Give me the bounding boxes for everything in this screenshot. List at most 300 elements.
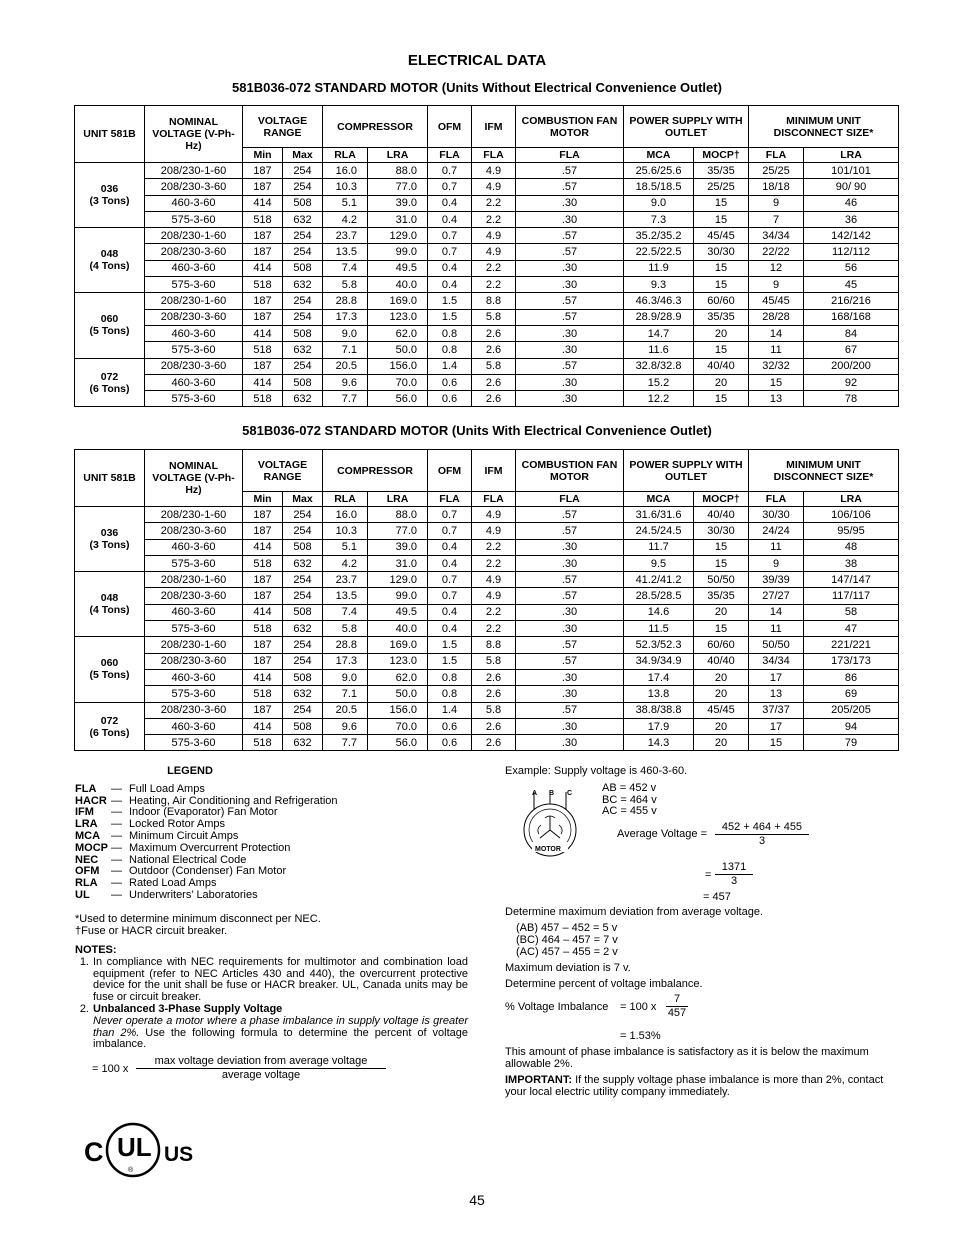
deviation-bc: (BC) 464 – 457 = 7 v (516, 934, 618, 946)
table-cell: 17.3 (323, 309, 368, 325)
table-cell: 147/147 (804, 572, 899, 588)
table-cell: 30/30 (694, 523, 749, 539)
unit-model: 072 (100, 714, 119, 727)
table-cell: 129.0 (368, 572, 428, 588)
table-row (75, 179, 899, 195)
note-1-text: In compliance with NEC requirements for multimotor and combination load equipment (refer to NEC Articles 430 and 440), the overcurrent protective device for the unit shall be fuse or HACR breaker. UL, Canada units may be fuse or circuit breaker. (93, 955, 468, 1004)
table-cell: 508 (283, 195, 323, 211)
header-7: POWER SUPPLY WITH OUTLET (624, 106, 749, 148)
table-cell: 35/35 (694, 588, 749, 604)
table-cell: 4.9 (472, 244, 516, 260)
table-cell: .57 (516, 637, 624, 653)
header-4: OFM (428, 106, 472, 148)
table-cell: 14.3 (624, 735, 694, 751)
table-row (75, 391, 899, 407)
table-cell: 25/25 (749, 163, 804, 179)
table-cell: 5.1 (323, 195, 368, 211)
table-cell: 2.6 (472, 735, 516, 751)
subheader-10: LRA (804, 492, 899, 507)
table-cell: 208/230-3-60 (145, 588, 243, 604)
table-cell: 4.9 (472, 523, 516, 539)
table-cell: 17.4 (624, 669, 694, 685)
table-cell: 5.1 (323, 539, 368, 555)
unit-cell (75, 507, 145, 572)
table-cell: 15 (749, 735, 804, 751)
deviation-ab: (AB) 457 – 452 = 5 v (516, 922, 618, 934)
table-cell: 632 (283, 555, 323, 571)
table-cell: .30 (516, 669, 624, 685)
table-cell: 60/60 (694, 293, 749, 309)
unit-tons: (6 Tons) (89, 726, 130, 739)
table-row (75, 572, 899, 588)
table-cell: 50.0 (368, 686, 428, 702)
table-cell: 9.0 (323, 669, 368, 685)
table-row (75, 163, 899, 179)
table-cell: 13 (749, 391, 804, 407)
table-cell: 9 (749, 277, 804, 293)
table-cell: 208/230-1-60 (145, 507, 243, 523)
table-cell: 575-3-60 (145, 342, 243, 358)
header-8: MINIMUM UNIT DISCONNECT SIZE* (749, 450, 899, 492)
table-cell: 0.4 (428, 604, 472, 620)
formula-numerator: max voltage deviation from average voltage (136, 1055, 386, 1069)
table-cell: 2.6 (472, 374, 516, 390)
table-cell: 2.6 (472, 325, 516, 341)
table-cell: 0.7 (428, 507, 472, 523)
table-cell: 5.8 (472, 702, 516, 718)
table-cell: 7.3 (624, 211, 694, 227)
table-cell: .57 (516, 228, 624, 244)
table-cell: .30 (516, 604, 624, 620)
table-row (75, 293, 899, 309)
legend-text: Locked Rotor Amps (129, 818, 225, 831)
table-cell: 15 (694, 342, 749, 358)
table-cell: 94 (804, 718, 899, 734)
table-cell: 15 (694, 211, 749, 227)
table-cell: 518 (243, 342, 283, 358)
table-cell: 13.5 (323, 244, 368, 260)
table-cell: 254 (283, 309, 323, 325)
table-cell: 2.2 (472, 260, 516, 276)
table-cell: 208/230-1-60 (145, 228, 243, 244)
formula-denominator: average voltage (221, 1069, 301, 1081)
table-cell: .57 (516, 653, 624, 669)
table-cell: 23.7 (323, 572, 368, 588)
deviation-ac: (AC) 457 – 455 = 2 v (516, 946, 618, 958)
table-cell: 187 (243, 179, 283, 195)
table-cell: 518 (243, 621, 283, 637)
table-cell: 8.8 (472, 293, 516, 309)
legend-dash: — (111, 806, 122, 819)
table-cell: 9.3 (624, 277, 694, 293)
table-cell: 4.9 (472, 179, 516, 195)
logo-registered: ® (128, 1167, 134, 1174)
table-row (75, 260, 899, 276)
table-cell: .30 (516, 539, 624, 555)
table-cell: 38 (804, 555, 899, 571)
table-cell: 187 (243, 637, 283, 653)
table-cell: 22.5/22.5 (624, 244, 694, 260)
table-row (75, 358, 899, 374)
table-cell: 123.0 (368, 309, 428, 325)
subheader-7: MCA (624, 148, 694, 163)
table-cell: 28.8 (323, 293, 368, 309)
table-cell: 632 (283, 391, 323, 407)
note-2-warning: Never operate a motor where a phase imbalance in supply voltage is greater than 2%. (93, 1014, 468, 1039)
table-cell: 414 (243, 539, 283, 555)
table-cell: 187 (243, 653, 283, 669)
table-cell: 414 (243, 195, 283, 211)
table-cell: 0.7 (428, 228, 472, 244)
legend (75, 766, 465, 902)
table-cell: 7.7 (323, 391, 368, 407)
legend-text: Maximum Overcurrent Protection (129, 841, 291, 854)
legend-dash: — (111, 841, 122, 854)
table-cell: 88.0 (368, 507, 428, 523)
table-cell: .57 (516, 244, 624, 260)
table-cell: 20 (694, 374, 749, 390)
pin-b-label: B (549, 790, 555, 797)
table-cell: 28.5/28.5 (624, 588, 694, 604)
table-cell: 15.2 (624, 374, 694, 390)
table-cell: 9.5 (624, 555, 694, 571)
table-cell: 518 (243, 686, 283, 702)
table-cell: 518 (243, 391, 283, 407)
table-cell: 20 (694, 325, 749, 341)
unit-model: 060 (100, 657, 119, 670)
table-cell: 10.3 (323, 523, 368, 539)
average-voltage-label: Average Voltage = (617, 828, 708, 840)
legend-item (75, 784, 465, 796)
important-text: If the supply voltage phase imbalance is more than 2%, contact your local electric utility company immediately. (505, 1074, 884, 1098)
table-cell: 7.1 (323, 342, 368, 358)
table-cell: 47 (804, 621, 899, 637)
table-cell: .30 (516, 374, 624, 390)
subheader-7: MCA (624, 492, 694, 507)
table-cell: 508 (283, 669, 323, 685)
table-cell: 460-3-60 (145, 325, 243, 341)
table-cell: 1.5 (428, 653, 472, 669)
table-cell: 24/24 (749, 523, 804, 539)
table-cell: 4.9 (472, 588, 516, 604)
table-cell: 45/45 (694, 228, 749, 244)
table-cell: .30 (516, 277, 624, 293)
table-cell: 632 (283, 621, 323, 637)
table-cell: 62.0 (368, 325, 428, 341)
table-cell: 414 (243, 325, 283, 341)
table-cell: 254 (283, 244, 323, 260)
table-row (75, 621, 899, 637)
legend-dash: — (111, 853, 122, 866)
table-cell: 518 (243, 277, 283, 293)
table-cell: 156.0 (368, 702, 428, 718)
table-cell: 508 (283, 325, 323, 341)
table-cell: .30 (516, 735, 624, 751)
table-cell: 7.1 (323, 686, 368, 702)
table-cell: 518 (243, 555, 283, 571)
table-cell: 254 (283, 179, 323, 195)
table-cell: 41.2/41.2 (624, 572, 694, 588)
table-row (75, 309, 899, 325)
legend-text: Full Load Amps (129, 782, 205, 795)
table-cell: 9.0 (624, 195, 694, 211)
table-cell: 9.6 (323, 374, 368, 390)
table-cell: 0.4 (428, 211, 472, 227)
table-cell: 2.2 (472, 604, 516, 620)
note-2: 2. Unbalanced 3-Phase Supply Voltage Never operate a motor where a phase imbalance in supply voltage is greater than 2%. Use the following formula to determine the percent of voltage imbalance. (79, 1002, 468, 1051)
table-cell: 2.2 (472, 211, 516, 227)
table-cell: 187 (243, 228, 283, 244)
subheader-9: FLA (749, 492, 804, 507)
table-cell: 508 (283, 604, 323, 620)
table-cell: 52.3/52.3 (624, 637, 694, 653)
table-cell: 40/40 (694, 358, 749, 374)
table-cell: 254 (283, 572, 323, 588)
table-cell: 45/45 (749, 293, 804, 309)
table-cell: 0.7 (428, 163, 472, 179)
table-cell: 77.0 (368, 179, 428, 195)
table-row (75, 228, 899, 244)
table-cell: 208/230-3-60 (145, 702, 243, 718)
unit-cell (75, 572, 145, 637)
table-cell: 168/168 (804, 309, 899, 325)
table-cell: 69 (804, 686, 899, 702)
table-cell: 5.8 (472, 309, 516, 325)
table-cell: 1.4 (428, 358, 472, 374)
table-cell: 15 (694, 555, 749, 571)
percent-intro: Determine percent of voltage imbalance. (505, 978, 703, 990)
table-cell: 9.6 (323, 718, 368, 734)
subheader-4: FLA (428, 492, 472, 507)
table-cell: 414 (243, 718, 283, 734)
table-cell: 86 (804, 669, 899, 685)
table-cell: 5.8 (323, 277, 368, 293)
table-cell: 187 (243, 588, 283, 604)
table-cell: 169.0 (368, 293, 428, 309)
table-cell: 254 (283, 228, 323, 244)
table-cell: 34/34 (749, 653, 804, 669)
table-cell: 17.3 (323, 653, 368, 669)
table-cell: 28.8 (323, 637, 368, 653)
table-cell: 0.4 (428, 195, 472, 211)
table-cell: 2.2 (472, 555, 516, 571)
table-cell: 35/35 (694, 309, 749, 325)
table-cell: 7.4 (323, 604, 368, 620)
table-cell: 187 (243, 702, 283, 718)
table-cell: 20 (694, 669, 749, 685)
table-cell: 575-3-60 (145, 735, 243, 751)
table-cell: 46.3/46.3 (624, 293, 694, 309)
table-cell: 0.7 (428, 244, 472, 260)
table-cell: 46 (804, 195, 899, 211)
header-1: NOMINAL VOLTAGE (V-Ph-Hz) (145, 106, 243, 163)
table-cell: 460-3-60 (145, 195, 243, 211)
legend-abbr: RLA (75, 877, 98, 890)
table-cell: 14 (749, 604, 804, 620)
table-row (75, 342, 899, 358)
table-cell: .57 (516, 179, 624, 195)
table-cell: 0.4 (428, 277, 472, 293)
table-cell: 173/173 (804, 653, 899, 669)
table-cell: 56.0 (368, 735, 428, 751)
table-cell: .30 (516, 195, 624, 211)
table-row (75, 374, 899, 390)
table-cell: 208/230-3-60 (145, 653, 243, 669)
table-cell: 575-3-60 (145, 686, 243, 702)
notes (75, 945, 468, 1051)
average-denominator: 3 (758, 835, 766, 847)
table-cell: 35/35 (694, 163, 749, 179)
table-cell: 17 (749, 669, 804, 685)
table-cell: 254 (283, 702, 323, 718)
table-cell: 20 (694, 735, 749, 751)
subheader-8: MOCP† (694, 492, 749, 507)
table-title-with-outlet: 581B036-072 STANDARD MOTOR (Units With Electrical Convenience Outlet) (242, 423, 712, 438)
table-cell: 11.5 (624, 621, 694, 637)
notes-title: NOTES: (75, 944, 117, 956)
table-cell: 2.2 (472, 621, 516, 637)
table-cell: 49.5 (368, 604, 428, 620)
table-cell: 9.0 (323, 325, 368, 341)
header-0: UNIT 581B (75, 106, 145, 163)
table-cell: 11 (749, 539, 804, 555)
legend-text: National Electrical Code (129, 853, 247, 866)
table-cell: 2.6 (472, 391, 516, 407)
table-cell: 67 (804, 342, 899, 358)
table-cell: 460-3-60 (145, 669, 243, 685)
table-cell: 39.0 (368, 539, 428, 555)
table-cell: 0.7 (428, 179, 472, 195)
table-cell: 99.0 (368, 244, 428, 260)
table-cell: 45 (804, 277, 899, 293)
legend-dash: — (111, 888, 122, 901)
table-cell: 518 (243, 211, 283, 227)
table-cell: 508 (283, 374, 323, 390)
table-cell: 4.9 (472, 228, 516, 244)
table-cell: 187 (243, 572, 283, 588)
table-cell: 187 (243, 358, 283, 374)
table-cell: 25/25 (694, 179, 749, 195)
table-cell: 575-3-60 (145, 621, 243, 637)
table-cell: 2.2 (472, 195, 516, 211)
table-cell: 30/30 (694, 244, 749, 260)
table-cell: 208/230-3-60 (145, 358, 243, 374)
subheader-8: MOCP† (694, 148, 749, 163)
table-cell: 18.5/18.5 (624, 179, 694, 195)
table-cell: 2.6 (472, 342, 516, 358)
table-cell: 2.6 (472, 718, 516, 734)
table-cell: 187 (243, 163, 283, 179)
table-cell: 254 (283, 358, 323, 374)
table-cell: .57 (516, 507, 624, 523)
legend-items (75, 784, 465, 902)
header-4: OFM (428, 450, 472, 492)
subheader-0: Min (243, 492, 283, 507)
table-cell: 508 (283, 718, 323, 734)
table-row (75, 325, 899, 341)
table-cell: 1.5 (428, 637, 472, 653)
table-cell: 7 (749, 211, 804, 227)
table-cell: 15 (694, 391, 749, 407)
table-cell: 208/230-1-60 (145, 163, 243, 179)
table-cell: 0.7 (428, 572, 472, 588)
table-cell: 50/50 (749, 637, 804, 653)
table-cell: 10.3 (323, 179, 368, 195)
table-cell: .57 (516, 572, 624, 588)
eq2-denominator: 3 (730, 875, 738, 887)
table-cell: 31.6/31.6 (624, 507, 694, 523)
table-cell: 37/37 (749, 702, 804, 718)
average-result: = 457 (703, 891, 731, 903)
pin-a-label: A (532, 790, 538, 797)
unit-tons: (3 Tons) (89, 195, 130, 208)
table-cell: 31.0 (368, 211, 428, 227)
conclusion: This amount of phase imbalance is satisfactory as it is below the maximum allowable 2%. (505, 1046, 869, 1070)
legend-item (75, 843, 465, 855)
table-cell: 15 (749, 374, 804, 390)
legend-title: LEGEND (167, 765, 213, 777)
table-cell: 112/112 (804, 244, 899, 260)
table-cell: 28.9/28.9 (624, 309, 694, 325)
table-cell: 17.9 (624, 718, 694, 734)
ul-logo-icon (80, 1118, 194, 1180)
table-cell: 35.2/35.2 (624, 228, 694, 244)
table-cell: 254 (283, 653, 323, 669)
table-cell: 221/221 (804, 637, 899, 653)
subheader-5: FLA (472, 492, 516, 507)
table-cell: 25.6/25.6 (624, 163, 694, 179)
imbalance-result: = 1.53% (620, 1030, 661, 1042)
table-cell: 99.0 (368, 588, 428, 604)
table-cell: 56 (804, 260, 899, 276)
table-cell: 27/27 (749, 588, 804, 604)
table-cell: 9 (749, 195, 804, 211)
page-title: ELECTRICAL DATA (407, 52, 547, 69)
table-cell: 58 (804, 604, 899, 620)
table-row (75, 244, 899, 260)
table-cell: 22/22 (749, 244, 804, 260)
table-row (75, 523, 899, 539)
table-cell: 254 (283, 293, 323, 309)
table-cell: 4.9 (472, 163, 516, 179)
table-cell: 49.5 (368, 260, 428, 276)
table-cell: 88.0 (368, 163, 428, 179)
unit-tons: (6 Tons) (89, 382, 130, 395)
table-cell: 187 (243, 523, 283, 539)
table-cell: 12.2 (624, 391, 694, 407)
table-cell: 0.8 (428, 669, 472, 685)
subheader-3: LRA (368, 148, 428, 163)
table-row (75, 735, 899, 751)
table-cell: 20.5 (323, 702, 368, 718)
legend-text: Outdoor (Condenser) Fan Motor (129, 865, 287, 878)
page-number: 45 (469, 1192, 485, 1208)
table-cell: 156.0 (368, 358, 428, 374)
table-cell: 28/28 (749, 309, 804, 325)
header-3: COMPRESSOR (323, 450, 428, 492)
table-cell: 90/ 90 (804, 179, 899, 195)
table-cell: 200/200 (804, 358, 899, 374)
subheader-10: LRA (804, 148, 899, 163)
table-cell: 142/142 (804, 228, 899, 244)
note-2-title: Unbalanced 3-Phase Supply Voltage (93, 1002, 283, 1015)
table-row (75, 195, 899, 211)
table-cell: 575-3-60 (145, 555, 243, 571)
table-cell: 95/95 (804, 523, 899, 539)
table-cell: 40/40 (694, 653, 749, 669)
table-cell: 0.7 (428, 523, 472, 539)
table-cell: 11.9 (624, 260, 694, 276)
